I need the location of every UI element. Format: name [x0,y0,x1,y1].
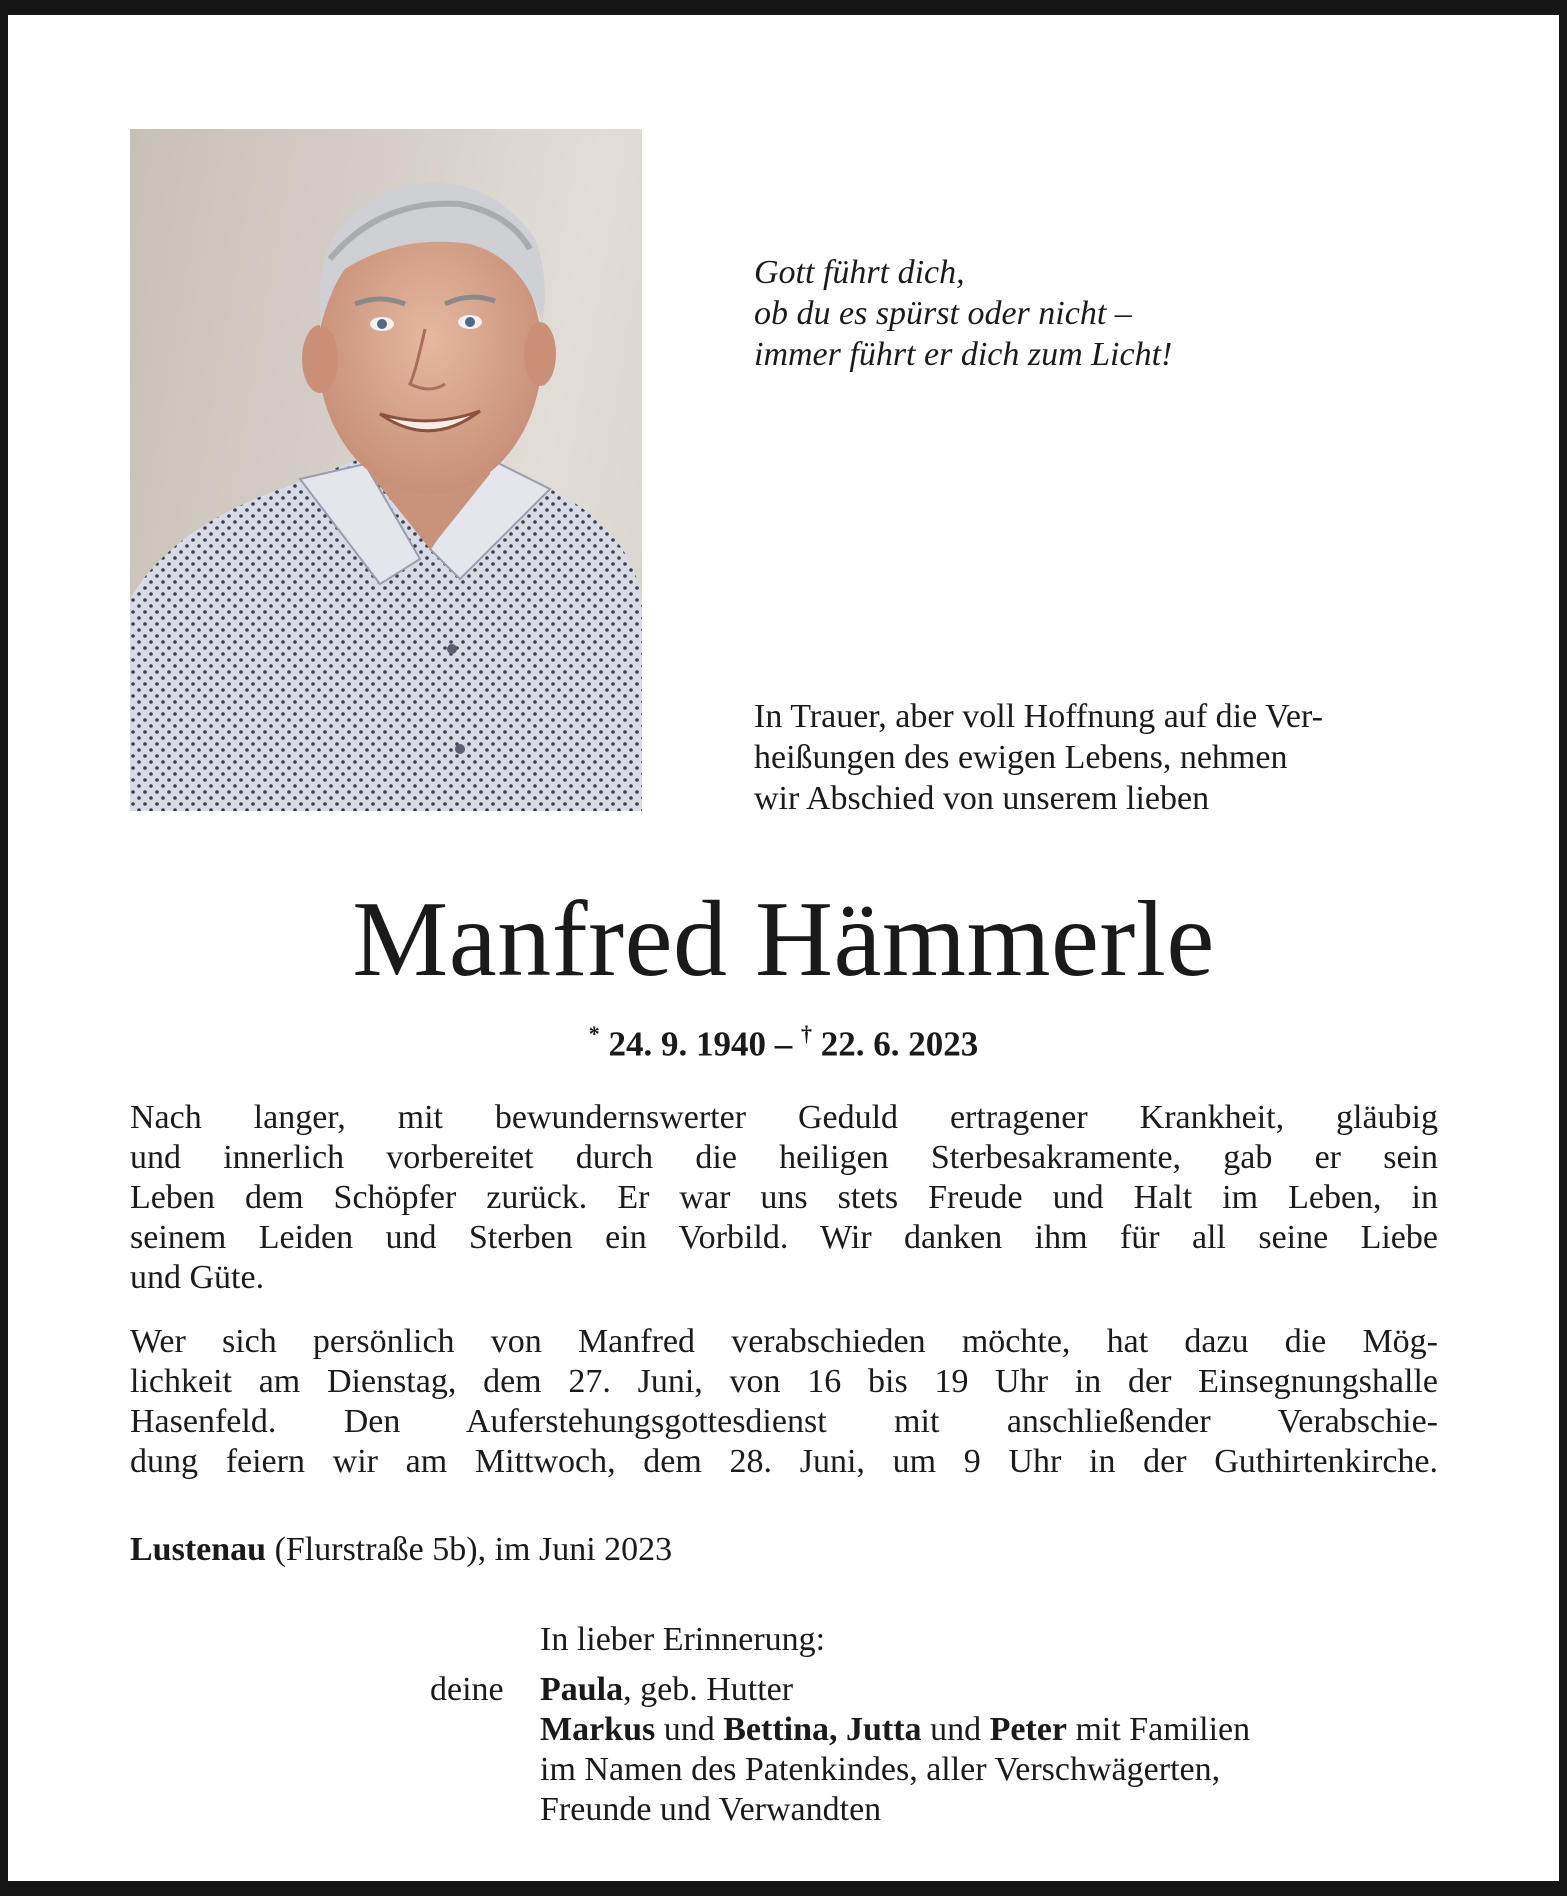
paragraph-line: lichkeit am Dienstag, dem 27. Juni, von 16 bis 19 Uhr in der Einsegnungshalle [130,1363,1438,1400]
quote-line: ob du es spürst oder nicht – [754,295,1132,332]
place-rest: (Flurstraße 5b), im Juni 2023 [266,1531,673,1568]
death-symbol: † [801,1021,812,1046]
paragraph-line: und Güte. [130,1259,265,1296]
family-rest: mit Familien [1066,1711,1251,1748]
signer-line: im Namen des Patenkindes, aller Verschwägerten, [540,1751,1221,1788]
signer-line: Freunde und Verwandten [540,1791,882,1828]
place-date [130,1530,672,1570]
quote-line: Gott führt dich, [754,254,965,291]
wife-name: Paula [540,1671,624,1708]
life-dates [0,1014,1567,1067]
paragraph-line: Hasenfeld. Den Auferstehungsgottesdienst mit anschließender Verabschie- [130,1403,1438,1440]
intro-line: heißungen des ewigen Lebens, nehmen [754,739,1288,776]
signer-line-wife [540,1670,1440,1710]
paragraph-illness [130,1098,1438,1298]
deceased-name: Manfred Hämmerle [352,880,1215,999]
signers-deine: deine [430,1671,504,1708]
date-separator: – [774,1024,793,1064]
conjunction: und [655,1711,724,1748]
paragraph-line: Wer sich persönlich von Manfred verabschieden möchte, hat dazu die Mög- [130,1323,1438,1360]
birth-symbol: * [588,1021,600,1046]
birth-date: 24. 9. 1940 [608,1024,766,1064]
conjunction: und [921,1711,990,1748]
portrait-photo [130,129,642,811]
intro-line: In Trauer, aber voll Hoffnung auf die Ver- [754,698,1323,735]
child-name: Bettina, Jutta [723,1711,922,1748]
child-name: Peter [989,1711,1067,1748]
death-date: 22. 6. 2023 [820,1024,979,1064]
child-name: Markus [540,1711,656,1748]
memory-heading: In lieber Erinnerung: [540,1621,826,1658]
signer-line-children [540,1710,1440,1750]
paragraph-line: und innerlich vorbereitet durch die heiligen Sterbesakramente, gab er sein [130,1139,1438,1176]
quote [754,252,1314,375]
intro-line: wir Abschied von unserem lieben [754,780,1210,817]
place-town: Lustenau [130,1531,267,1568]
paragraph-line: seinem Leiden und Sterben ein Vorbild. Wir danken ihm für all seine Liebe [130,1219,1438,1256]
wife-rest: , geb. Hutter [623,1671,794,1708]
intro-text [754,696,1454,819]
quote-line: immer führt er dich zum Licht! [754,336,1173,373]
paragraph-line: dung feiern wir am Mittwoch, dem 28. Juni, um 9 Uhr in der Guthirtenkirche. [130,1443,1438,1480]
paragraph-line: Leben dem Schöpfer zurück. Er war uns stets Freude und Halt im Leben, in [130,1179,1438,1216]
paragraph-farewell [130,1322,1438,1482]
paragraph-line: Nach langer, mit bewundernswerter Geduld ertragener Krankheit, gläubig [130,1099,1438,1136]
